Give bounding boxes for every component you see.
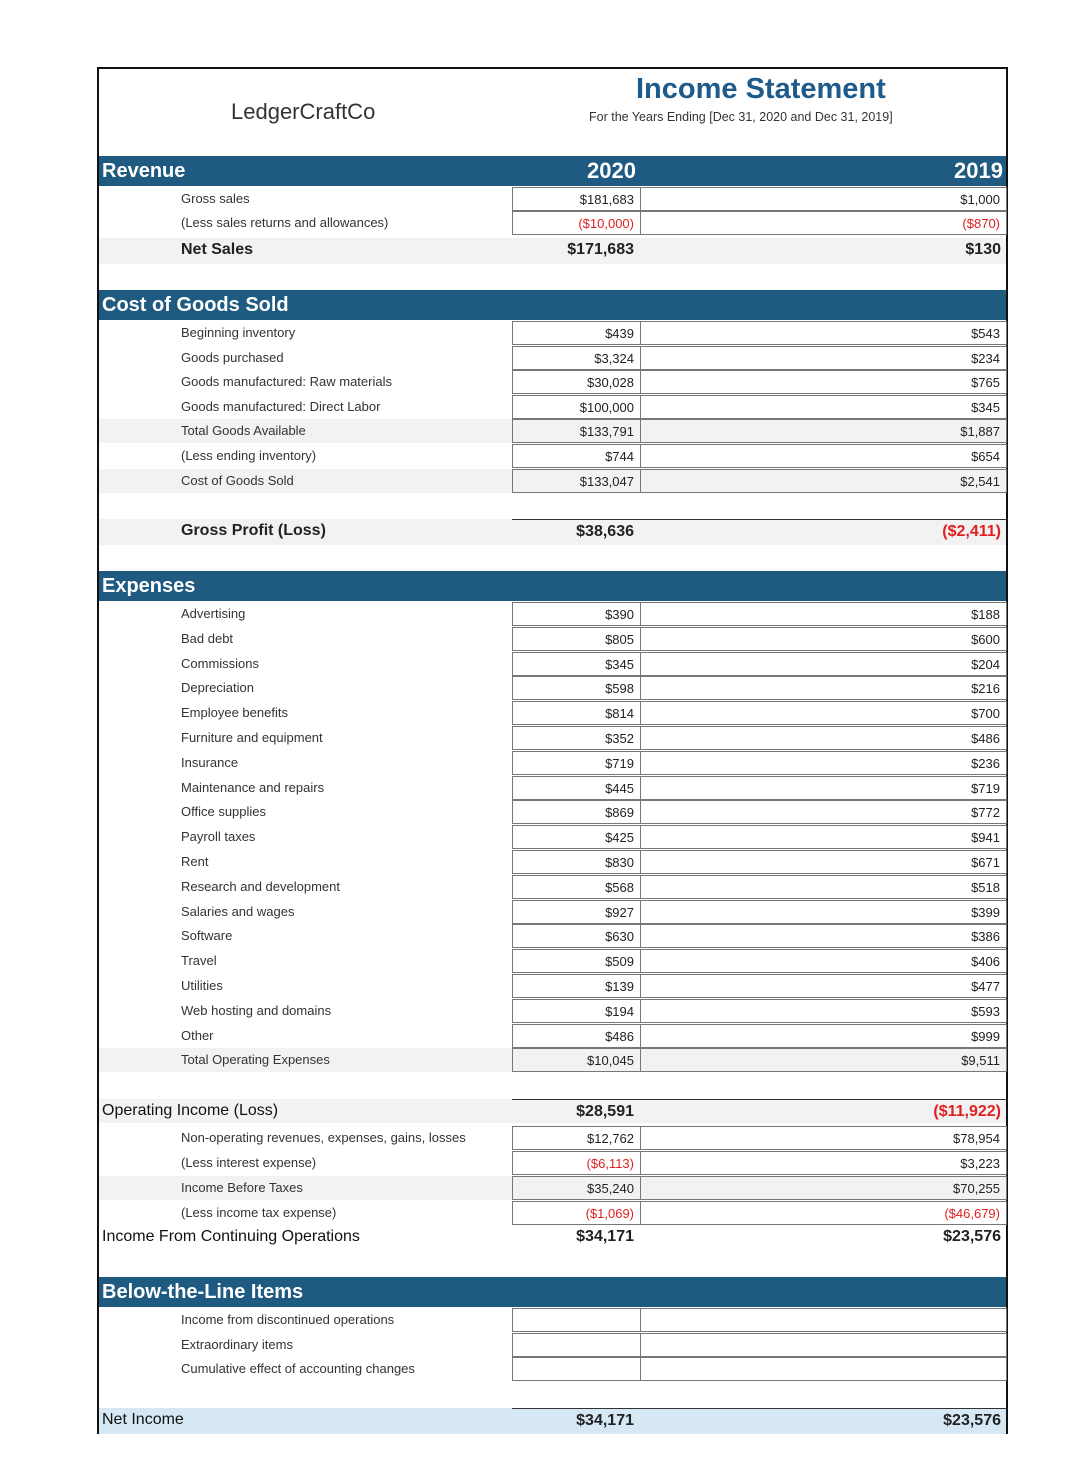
- cell-2019: $130: [965, 241, 1001, 258]
- cell-2019[interactable]: $234: [640, 346, 1007, 370]
- cell-2020[interactable]: $390: [512, 602, 640, 626]
- income-statement-sheet: [97, 67, 1008, 1434]
- year-2019-header: 2019: [954, 158, 1003, 183]
- cell-2019[interactable]: $399: [640, 900, 1007, 924]
- cell-2019[interactable]: $204: [640, 652, 1007, 676]
- cell-2019[interactable]: ($46,679): [640, 1201, 1007, 1225]
- table-row: [99, 1126, 1006, 1150]
- table-row: [99, 751, 1006, 775]
- cell-2020: $34,171: [512, 1408, 640, 1432]
- statement-period: For the Years Ending [Dec 31, 2020 and Dec 31, 2019]: [589, 110, 893, 124]
- cell-2020[interactable]: $509: [512, 949, 640, 973]
- row-label: Income from discontinued operations: [181, 1312, 395, 1327]
- cell-2019: $23,576: [640, 1408, 1007, 1432]
- cell-2020[interactable]: $814: [512, 701, 640, 725]
- table-row: [99, 676, 1006, 700]
- table-row: [99, 949, 1006, 973]
- row-label: Extraordinary items: [181, 1336, 293, 1352]
- table-row: [99, 974, 1006, 998]
- cell-2019[interactable]: $772: [640, 800, 1007, 824]
- cell-2020[interactable]: $630: [512, 924, 640, 948]
- cell-2019[interactable]: $236: [640, 751, 1007, 775]
- cell-2020[interactable]: $598: [512, 676, 640, 700]
- row-label: (Less ending inventory): [181, 448, 317, 463]
- table-row: [99, 1024, 1006, 1048]
- cell-2019: ($2,411): [640, 519, 1007, 543]
- cell-2020[interactable]: $3,324: [512, 346, 640, 370]
- cell-2019[interactable]: [640, 1357, 1007, 1381]
- net-sales-row: [99, 238, 1006, 264]
- cell-2019[interactable]: $671: [640, 850, 1007, 874]
- cell-2020[interactable]: $12,762: [512, 1126, 640, 1150]
- cell-2019[interactable]: [640, 1308, 1007, 1332]
- cell-2020: $10,045: [512, 1048, 640, 1072]
- table-row: [99, 1308, 1006, 1332]
- cell-2020[interactable]: ($1,069): [512, 1201, 640, 1225]
- cell-2020[interactable]: [512, 1357, 640, 1381]
- row-label: Cumulative effect of accounting changes: [181, 1361, 415, 1377]
- cogs-section-header: [99, 290, 1006, 320]
- cell-2019: $9,511: [640, 1048, 1007, 1072]
- cell-2019: ($11,922): [640, 1099, 1007, 1123]
- cell-2019[interactable]: $543: [640, 321, 1007, 345]
- cell-2019[interactable]: $593: [640, 999, 1007, 1023]
- cell-2020[interactable]: $445: [512, 776, 640, 800]
- row-label: Income From Continuing Operations: [102, 1228, 360, 1245]
- row-label: Travel: [181, 953, 217, 969]
- row-label: Beginning inventory: [181, 325, 296, 340]
- row-label: Goods manufactured: Direct Labor: [181, 398, 381, 414]
- cell-2020[interactable]: ($10,000): [512, 211, 640, 235]
- cell-2019[interactable]: $406: [640, 949, 1007, 973]
- cell-2019[interactable]: $1,000: [640, 187, 1007, 211]
- net-income-row: [99, 1408, 1006, 1434]
- row-label: Payroll taxes: [181, 829, 256, 845]
- row-label: Advertising: [181, 606, 246, 621]
- row-label: Insurance: [181, 754, 239, 770]
- row-label: Net Sales: [181, 241, 254, 258]
- table-row: [99, 875, 1006, 899]
- company-name: LedgerCraftCo: [231, 99, 376, 124]
- year-2020-header: 2020: [587, 158, 636, 183]
- cell-2020[interactable]: $927: [512, 900, 640, 924]
- row-label: Rent: [181, 854, 209, 869]
- table-row: [99, 800, 1006, 824]
- section-title: Cost of Goods Sold: [102, 294, 289, 316]
- table-row: [99, 395, 1006, 419]
- table-row: [99, 419, 1006, 443]
- cell-2020[interactable]: $744: [512, 444, 640, 468]
- cell-2019[interactable]: $2,541: [640, 469, 1007, 493]
- table-row: [99, 701, 1006, 725]
- section-title: Expenses: [102, 575, 196, 597]
- table-row: [99, 444, 1006, 468]
- cell-2019[interactable]: $941: [640, 825, 1007, 849]
- row-label: Operating Income (Loss): [102, 1102, 279, 1119]
- cell-2020[interactable]: $30,028: [512, 370, 640, 394]
- row-label: Bad debt: [181, 630, 234, 646]
- table-row: [99, 627, 1006, 651]
- table-row: [99, 850, 1006, 874]
- table-row: [99, 1201, 1006, 1225]
- cell-2019[interactable]: $654: [640, 444, 1007, 468]
- expenses-section-header: [99, 571, 1006, 601]
- row-label: Non-operating revenues, expenses, gains, losses: [181, 1130, 466, 1145]
- row-label: Furniture and equipment: [181, 730, 323, 745]
- cell-2019[interactable]: $216: [640, 676, 1007, 700]
- total-expenses-row: [99, 1048, 1006, 1072]
- cell-2019[interactable]: $999: [640, 1024, 1007, 1048]
- section-title: Below-the-Line Items: [102, 1281, 304, 1303]
- cell-2020[interactable]: $439: [512, 321, 640, 345]
- cell-2019[interactable]: $719: [640, 776, 1007, 800]
- cell-2019[interactable]: $600: [640, 627, 1007, 651]
- table-row: [99, 999, 1006, 1023]
- cell-2020[interactable]: $194: [512, 999, 640, 1023]
- table-row: [99, 211, 1006, 235]
- cell-2020[interactable]: $486: [512, 1024, 640, 1048]
- table-row: [99, 602, 1006, 626]
- cell-2020[interactable]: $830: [512, 850, 640, 874]
- row-label: Office supplies: [181, 804, 267, 820]
- cell-2020[interactable]: $869: [512, 800, 640, 824]
- cell-2020[interactable]: $133,791: [512, 419, 640, 443]
- row-label: Total Goods Available: [181, 423, 306, 439]
- row-label: Cost of Goods Sold: [181, 472, 294, 488]
- row-label: Utilities: [181, 978, 223, 993]
- cell-2020: $28,591: [512, 1099, 640, 1123]
- row-label: Depreciation: [181, 680, 254, 696]
- cell-2020[interactable]: $805: [512, 627, 640, 651]
- cell-2020[interactable]: $100,000: [512, 395, 640, 419]
- row-label: (Less sales returns and allowances): [181, 215, 389, 230]
- row-label: Income Before Taxes: [181, 1180, 303, 1195]
- cell-2019[interactable]: ($870): [640, 211, 1007, 235]
- cell-2019[interactable]: $765: [640, 370, 1007, 394]
- section-title: Revenue: [102, 160, 186, 182]
- row-label: Net Income: [102, 1411, 184, 1428]
- table-row: [99, 900, 1006, 924]
- table-row: [99, 346, 1006, 370]
- table-row: [99, 1176, 1006, 1200]
- cell-2020: $34,171: [576, 1228, 634, 1245]
- cell-2019[interactable]: $1,887: [640, 419, 1007, 443]
- cell-2019[interactable]: $3,223: [640, 1151, 1007, 1175]
- row-label: Web hosting and domains: [181, 1002, 332, 1018]
- cell-2020[interactable]: $35,240: [512, 1176, 640, 1200]
- row-label: Other: [181, 1027, 214, 1043]
- below-line-section-header: [99, 1277, 1006, 1307]
- table-row: [99, 321, 1006, 345]
- gross-profit-row: [99, 519, 1006, 545]
- table-row: [99, 726, 1006, 750]
- cell-2020[interactable]: $352: [512, 726, 640, 750]
- continuing-operations-row: [99, 1225, 1006, 1251]
- cell-2020[interactable]: [512, 1308, 640, 1332]
- row-label: Salaries and wages: [181, 903, 295, 919]
- table-row: [99, 825, 1006, 849]
- row-label: Software: [181, 928, 233, 944]
- cell-2019[interactable]: $188: [640, 602, 1007, 626]
- row-label: Maintenance and repairs: [181, 779, 325, 795]
- cell-2019[interactable]: $345: [640, 395, 1007, 419]
- cell-2019[interactable]: $477: [640, 974, 1007, 998]
- cell-2020[interactable]: ($6,113): [512, 1151, 640, 1175]
- cell-2019[interactable]: $700: [640, 701, 1007, 725]
- cell-2020[interactable]: [512, 1333, 640, 1357]
- table-row: [99, 187, 1006, 211]
- table-row: [99, 652, 1006, 676]
- cell-2019[interactable]: [640, 1333, 1007, 1357]
- cell-2020[interactable]: $139: [512, 974, 640, 998]
- cell-2020[interactable]: $181,683: [512, 187, 640, 211]
- row-label: Goods manufactured: Raw materials: [181, 374, 392, 390]
- row-label: (Less income tax expense): [181, 1205, 337, 1220]
- cell-2019[interactable]: $518: [640, 875, 1007, 899]
- cell-2019[interactable]: $386: [640, 924, 1007, 948]
- row-label: Research and development: [181, 878, 340, 894]
- row-label: Total Operating Expenses: [181, 1052, 330, 1068]
- cell-2020: $38,636: [512, 519, 640, 543]
- row-label: (Less interest expense): [181, 1155, 317, 1170]
- table-row: [99, 1151, 1006, 1175]
- cell-2020: $171,683: [567, 241, 634, 258]
- statement-title: Income Statement: [636, 73, 886, 105]
- row-label: Gross Profit (Loss): [181, 522, 326, 539]
- operating-income-row: [99, 1099, 1006, 1123]
- cell-2020[interactable]: $425: [512, 825, 640, 849]
- cell-2019[interactable]: $78,954: [640, 1126, 1007, 1150]
- cell-2020[interactable]: $345: [512, 652, 640, 676]
- table-row: [99, 776, 1006, 800]
- table-row: [99, 469, 1006, 493]
- table-row: [99, 924, 1006, 948]
- table-row: [99, 1333, 1006, 1357]
- cell-2019: $23,576: [943, 1228, 1001, 1245]
- row-label: Gross sales: [181, 191, 250, 206]
- cell-2020[interactable]: $719: [512, 751, 640, 775]
- row-label: Employee benefits: [181, 705, 288, 721]
- table-row: [99, 370, 1006, 394]
- table-row: [99, 1357, 1006, 1381]
- row-label: Commissions: [181, 655, 260, 671]
- row-label: Goods purchased: [181, 349, 284, 365]
- cell-2019[interactable]: $486: [640, 726, 1007, 750]
- cell-2019[interactable]: $70,255: [640, 1176, 1007, 1200]
- cell-2020[interactable]: $133,047: [512, 469, 640, 493]
- cell-2020[interactable]: $568: [512, 875, 640, 899]
- revenue-section-header: [99, 156, 1006, 186]
